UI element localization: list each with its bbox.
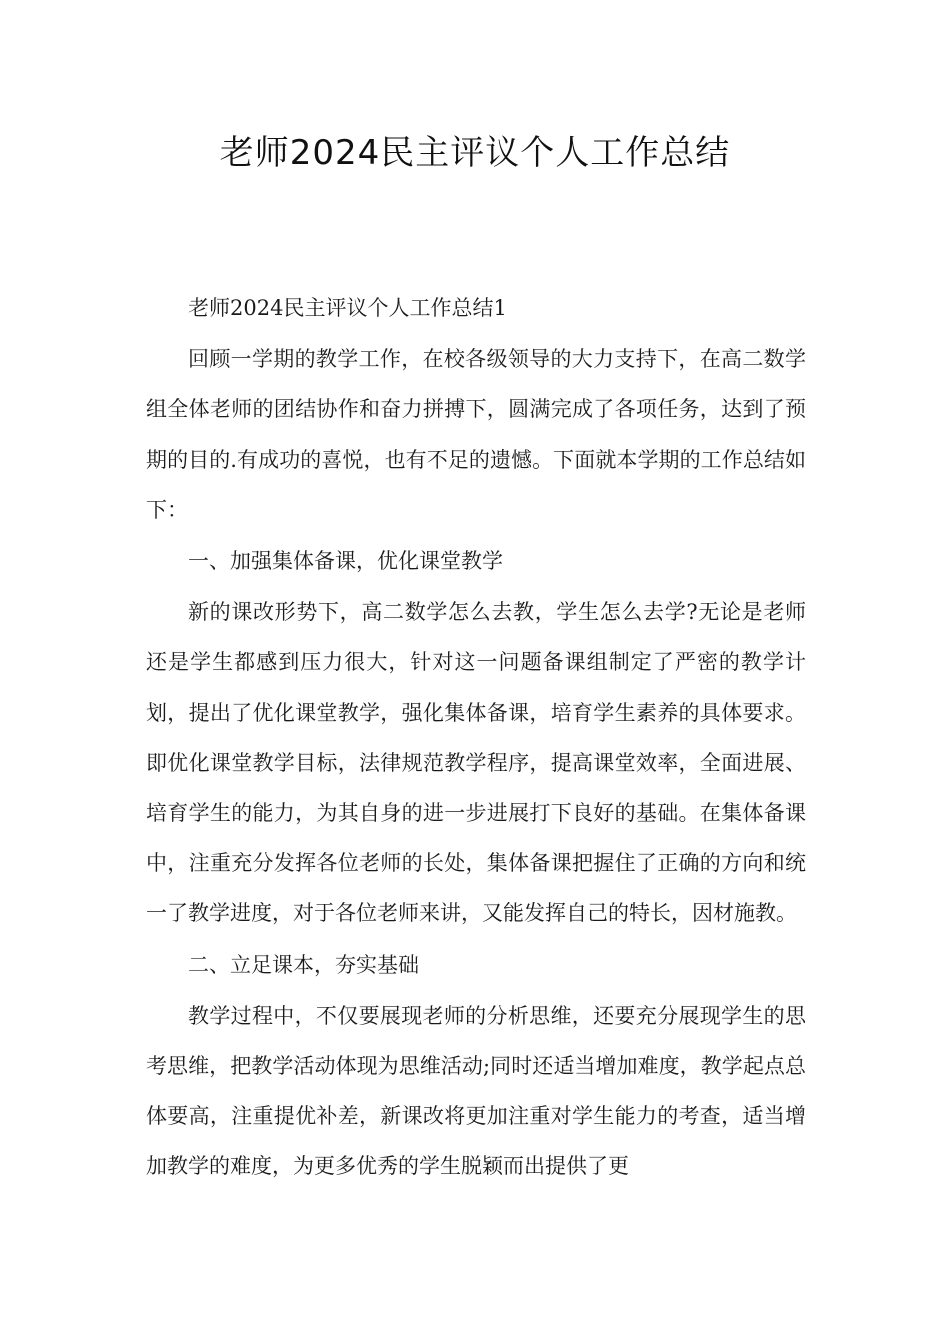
section-subtitle: 老师2024民主评议个人工作总结1	[188, 296, 507, 320]
paragraph-section-2: 教学过程中，不仅要展现老师的分析思维，还要充分展现学生的思考思维，把教学活动体现为思维活动;同时还适当增加难度，教学起点总体要高，注重提优补差，新课改将更加注重对学生能力的考查，适当增加教学的难度，为更多优秀的学生脱颖而出提供了更	[146, 1003, 806, 1179]
document-body	[146, 283, 806, 1193]
paragraph-intro: 回顾一学期的教学工作，在校各级领导的大力支持下，在高二数学组全体老师的团结协作和奋力拼搏下，圆满完成了各项任务，达到了预期的目的.有成功的喜悦，也有不足的遗憾。下面就本学期的工作总结如下：	[146, 347, 806, 522]
paragraph-section-1: 新的课改形势下，高二数学怎么去教，学生怎么去学?无论是老师还是学生都感到压力很大，针对这一问题备课组制定了严密的教学计划，提出了优化课堂教学，强化集体备课，培育学生素养的具体要求。即优化课堂教学目标，法律规范教学程序，提高课堂效率，全面进展、培育学生的能力，为其自身的进一步进展打下良好的基础。在集体备课中，注重充分发挥各位老师的长处，集体备课把握住了正确的方向和统一了教学进度，对于各位老师来讲，又能发挥自己的特长，因材施教。	[146, 600, 806, 926]
document-title: 老师2024民主评议个人工作总结	[219, 133, 731, 173]
section-heading-1: 一、加强集体备课，优化课堂教学	[188, 549, 503, 574]
section-heading-2: 二、立足课本，夯实基础	[188, 952, 419, 977]
